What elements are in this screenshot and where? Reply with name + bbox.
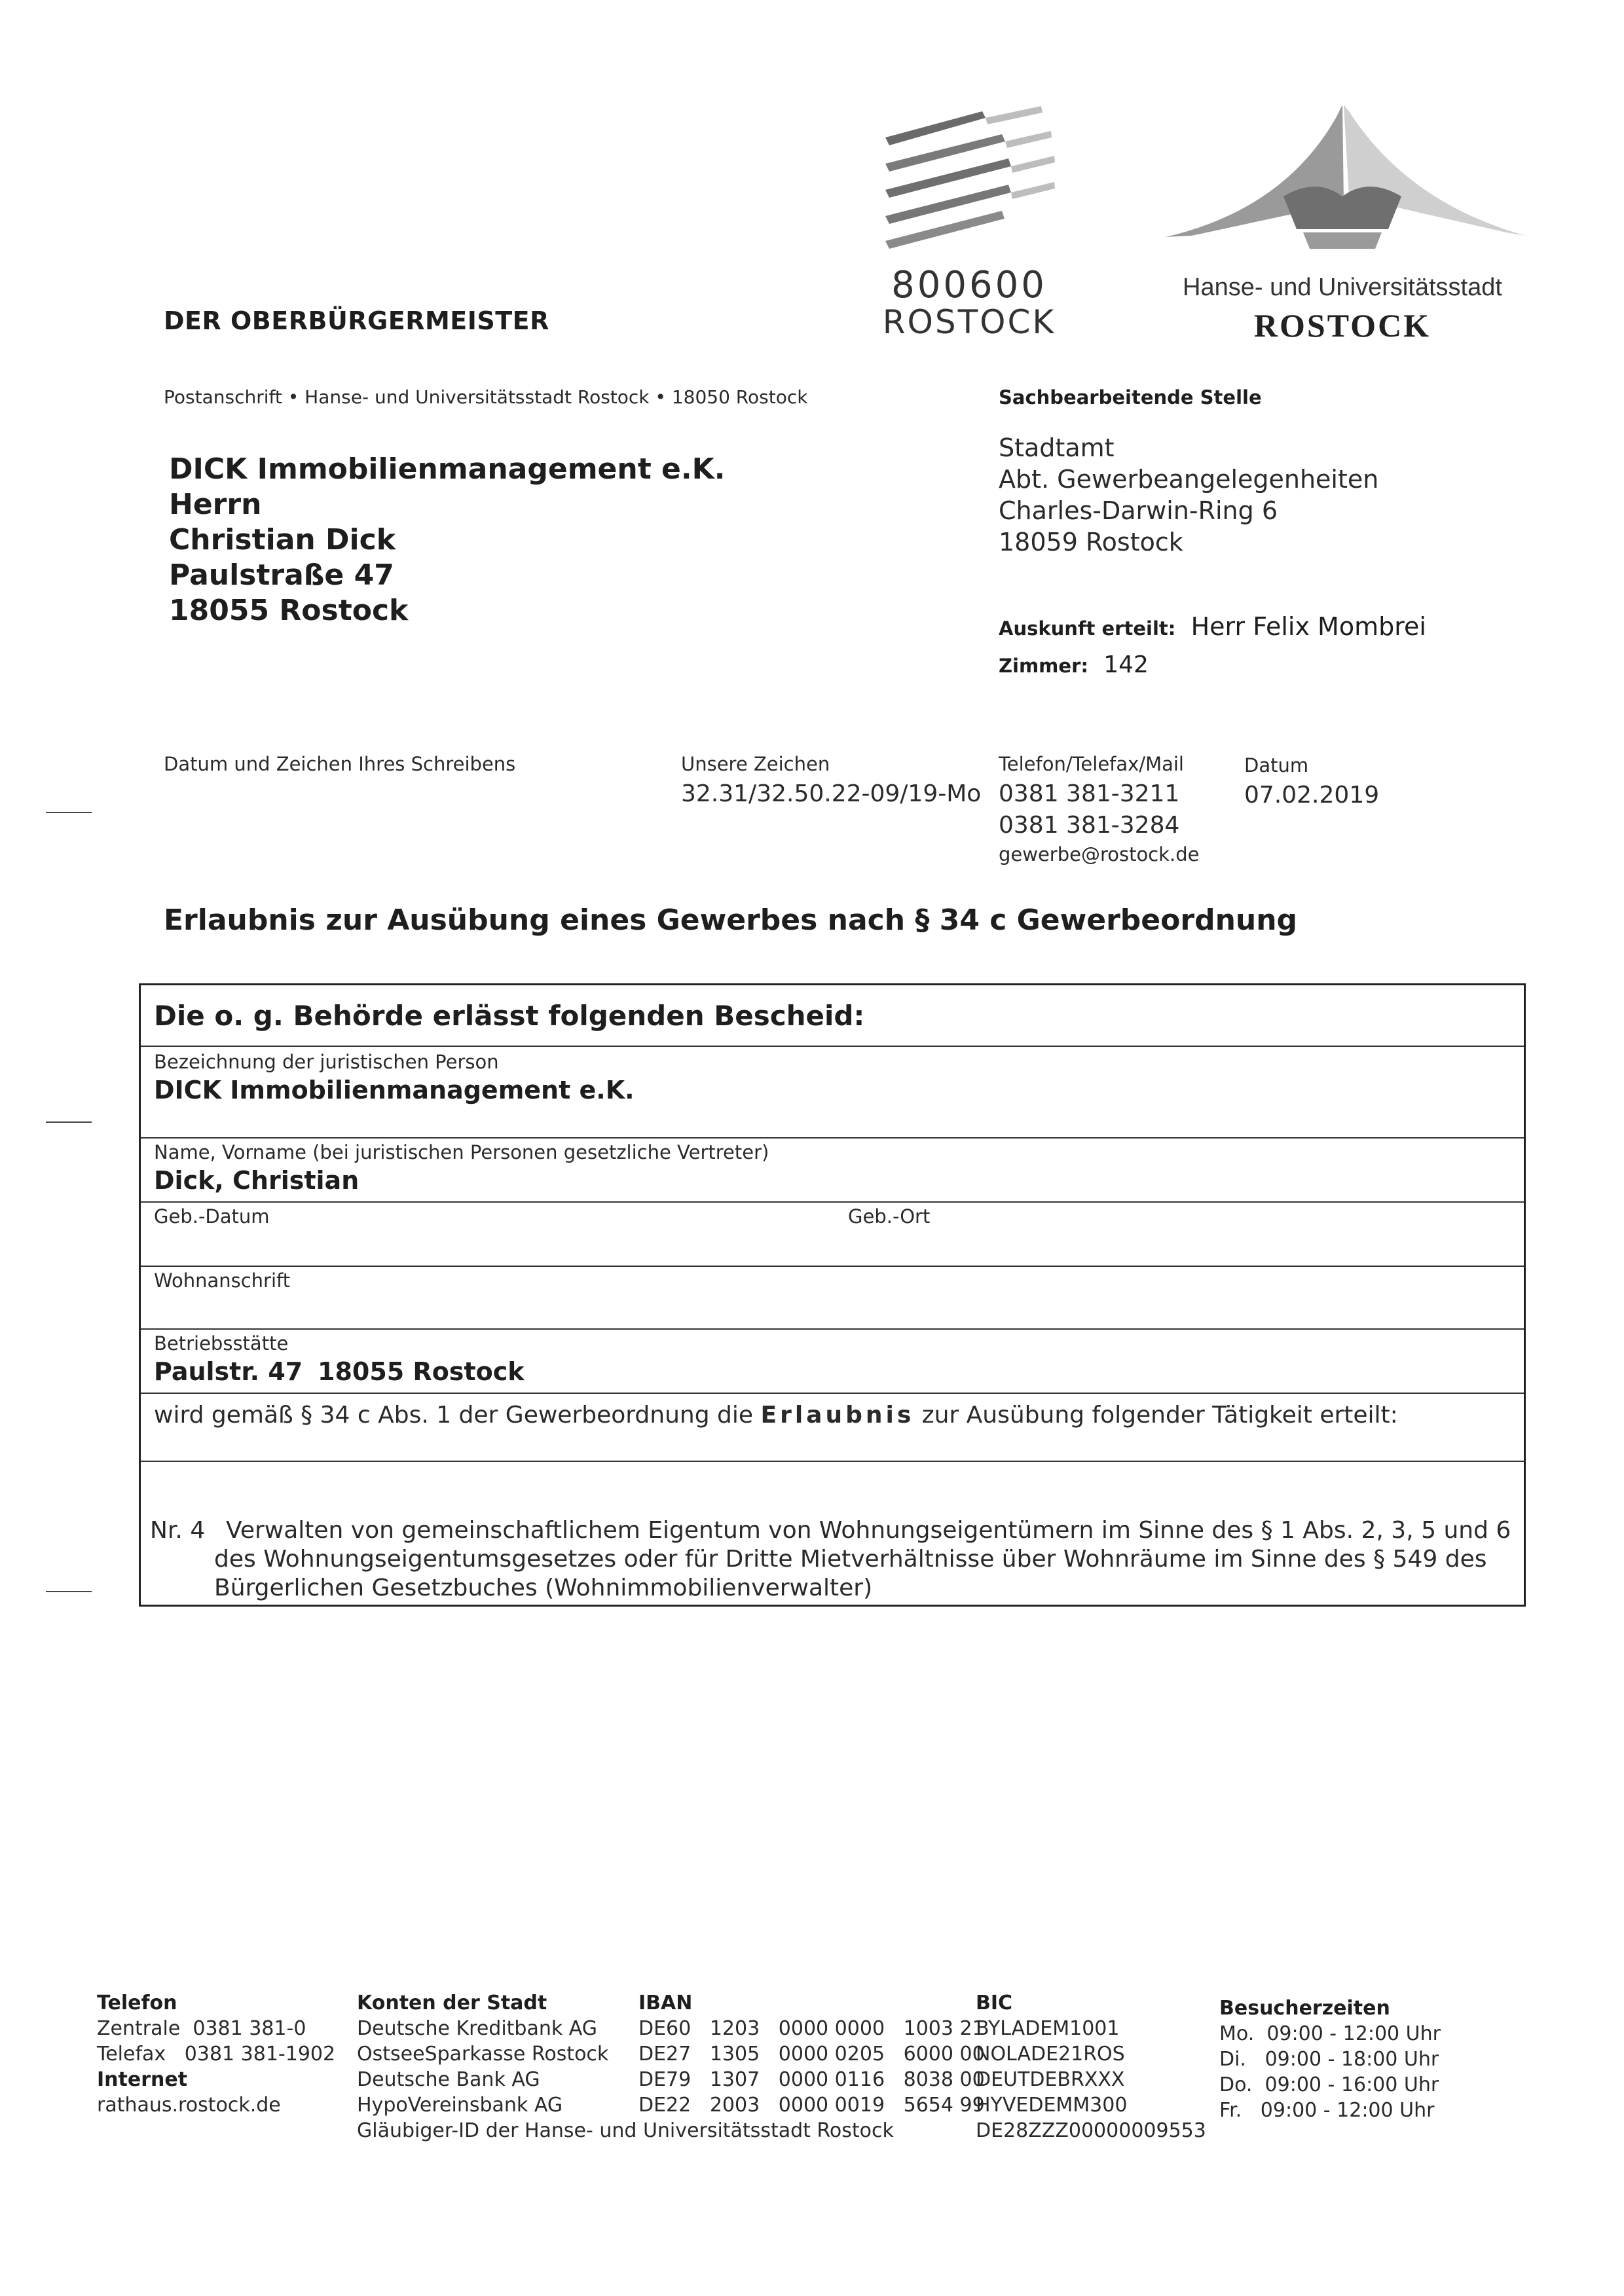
footer-bic: [976, 1990, 1206, 2143]
footer-internet-heading: Internet: [97, 2068, 188, 2091]
office-line: Abt. Gewerbeangelegenheiten: [999, 465, 1379, 494]
hours-line: Fr. 09:00 - 12:00 Uhr: [1219, 2099, 1435, 2122]
divider: [141, 1137, 1524, 1139]
hours-line: Mo. 09:00 - 12:00 Uhr: [1219, 2022, 1441, 2045]
bic-value: NOLADE21ROS: [976, 2043, 1125, 2066]
footer-hours: [1219, 1995, 1441, 2123]
iban-value: DE60 1203 0000 0000 1003 21: [638, 2017, 985, 2040]
contact-label: Auskunft erteilt:: [999, 617, 1176, 640]
anniversary-city: ROSTOCK: [882, 303, 1056, 341]
date-value: 07.02.2019: [1244, 782, 1380, 809]
sender-title: DER OBERBÜRGERMEISTER: [164, 306, 549, 335]
hours-line: Do. 09:00 - 16:00 Uhr: [1219, 2073, 1439, 2096]
office-line: 18059 Rostock: [999, 528, 1183, 556]
email-address: gewerbe@rostock.de: [999, 843, 1200, 866]
legal-person-value: DICK Immobilienmanagement e.K.: [154, 1076, 635, 1104]
grant-text-after: zur Ausübung folgender Tätigkeit erteilt:: [914, 1402, 1398, 1429]
footer-phone: [97, 1990, 335, 2118]
divider: [141, 1046, 1524, 1047]
room-value: 142: [1103, 651, 1149, 678]
bic-value: HYVEDEMM300: [976, 2094, 1128, 2117]
business-site-label: Betriebsstätte: [154, 1332, 289, 1355]
date-label: Datum: [1244, 754, 1309, 776]
creditor-id: DE28ZZZ00000009553: [976, 2119, 1206, 2142]
grant-text-before: wird gemäß § 34 c Abs. 1 der Gewerbeordnung die: [154, 1402, 761, 1429]
recipient-line: Christian Dick: [169, 523, 396, 556]
decision-box: [139, 983, 1526, 1607]
legal-person-label: Bezeichnung der juristischen Person: [154, 1051, 499, 1073]
room-label: Zimmer:: [999, 655, 1088, 677]
activity-line: Verwalten von gemeinschaftlichem Eigentum von Wohnungseigentümern im Sinne des § 1 Abs. 2, 3, 5 und 6: [226, 1517, 1511, 1544]
decision-header: Die o. g. Behörde erlässt folgenden Bescheid:: [154, 1000, 865, 1032]
creditor-text: Gläubiger-ID der Hanse- und Universitätsstadt Rostock: [357, 2119, 894, 2142]
recipient-line: 18055 Rostock: [169, 594, 409, 627]
divider: [141, 1393, 1524, 1394]
office-line: Stadtamt: [999, 433, 1115, 462]
city-logo-line2: ROSTOCK: [1253, 307, 1431, 344]
city-logo: [1153, 98, 1532, 347]
name-label: Name, Vorname (bei juristischen Personen gesetzliche Vertreter): [154, 1141, 769, 1163]
birth-date-label: Geb.-Datum: [154, 1205, 270, 1228]
our-reference-label: Unsere Zeichen: [681, 753, 830, 775]
footer-phone-fax: Telefax 0381 381-1902: [97, 2043, 336, 2066]
footer-accounts-heading: Konten der Stadt: [357, 1992, 547, 2014]
activity-line: Bürgerlichen Gesetzbuches (Wohnimmobilienverwalter): [214, 1575, 873, 1601]
divider: [141, 1461, 1524, 1462]
anniversary-number: 800600: [891, 264, 1047, 306]
city-emblem-graphic: [1153, 98, 1532, 268]
office-line: Charles-Darwin-Ring 6: [999, 496, 1278, 525]
business-site-street: Paulstr. 47: [154, 1357, 303, 1386]
bank-name: Deutsche Kreditbank AG: [357, 2017, 598, 2040]
business-site-city: 18055 Rostock: [318, 1357, 525, 1386]
phone-number: 0381 381-3211: [999, 780, 1180, 807]
recipient-line: DICK Immobilienmanagement e.K.: [169, 452, 726, 486]
fax-number: 0381 381-3284: [999, 812, 1180, 839]
bank-name: OstseeSparkasse Rostock: [357, 2043, 609, 2066]
office-address: [999, 432, 1378, 558]
contact-value: Herr Felix Mombrei: [1190, 612, 1426, 641]
your-reference-label: Datum und Zeichen Ihres Schreibens: [164, 753, 516, 775]
grant-sentence: [154, 1402, 1398, 1429]
activity-line: des Wohnungseigentumsgesetzes oder für Dritte Mietverhältnisse über Wohnräume im Sinne des § 549 des: [214, 1546, 1487, 1573]
grant-emphasis: Erlaubnis: [760, 1402, 915, 1429]
iban-value: DE22 2003 0000 0019 5654 99: [638, 2094, 985, 2117]
recipient-address: [169, 452, 725, 629]
hours-line: Di. 09:00 - 18:00 Uhr: [1219, 2048, 1439, 2071]
office-heading: Sachbearbeitende Stelle: [999, 386, 1262, 409]
footer-iban: [638, 1990, 985, 2118]
room: [999, 651, 1149, 678]
activity-number: Nr. 4: [150, 1517, 206, 1544]
recipient-line: Herrn: [169, 488, 262, 521]
birth-place-label: Geb.-Ort: [848, 1205, 931, 1228]
residence-label: Wohnanschrift: [154, 1269, 291, 1292]
divider: [141, 1266, 1524, 1267]
our-reference-value: 32.31/32.50.22-09/19-Mo: [681, 780, 982, 807]
iban-value: DE79 1307 0000 0116 8038 00: [638, 2068, 985, 2091]
footer-phone-central: Zentrale 0381 381-0: [97, 2017, 306, 2040]
fold-mark: [46, 1591, 92, 1592]
divider: [141, 1328, 1524, 1330]
contact-channels-label: Telefon/Telefax/Mail: [999, 753, 1184, 775]
footer-phone-heading: Telefon: [97, 1992, 177, 2014]
bank-name: Deutsche Bank AG: [357, 2068, 540, 2091]
recipient-line: Paulstraße 47: [169, 558, 394, 592]
footer-internet-value: rathaus.rostock.de: [97, 2094, 281, 2117]
bic-value: BYLADEM1001: [976, 2017, 1120, 2040]
subject-heading: Erlaubnis zur Ausübung eines Gewerbes nach § 34 c Gewerbeordnung: [164, 903, 1298, 937]
bank-name: HypoVereinsbank AG: [357, 2094, 563, 2117]
contact-person: [999, 612, 1426, 641]
fold-mark: [46, 812, 92, 813]
bic-value: DEUTDEBRXXX: [976, 2068, 1125, 2091]
iban-value: DE27 1305 0000 0205 6000 00: [638, 2043, 985, 2066]
city-logo-line1: Hanse- und Universitätsstadt: [1183, 274, 1502, 301]
footer-hours-heading: Besucherzeiten: [1219, 1997, 1390, 2020]
name-value: Dick, Christian: [154, 1166, 360, 1195]
divider: [141, 1201, 1524, 1203]
postal-address: Postanschrift • Hanse- und Universitätsstadt Rostock • 18050 Rostock: [164, 386, 808, 408]
anniversary-logo: [871, 98, 1067, 340]
fold-mark: [46, 1121, 92, 1123]
footer-bic-heading: BIC: [976, 1992, 1013, 2014]
wave-stripes-graphic: [871, 98, 1067, 262]
footer-iban-heading: IBAN: [638, 1992, 693, 2014]
